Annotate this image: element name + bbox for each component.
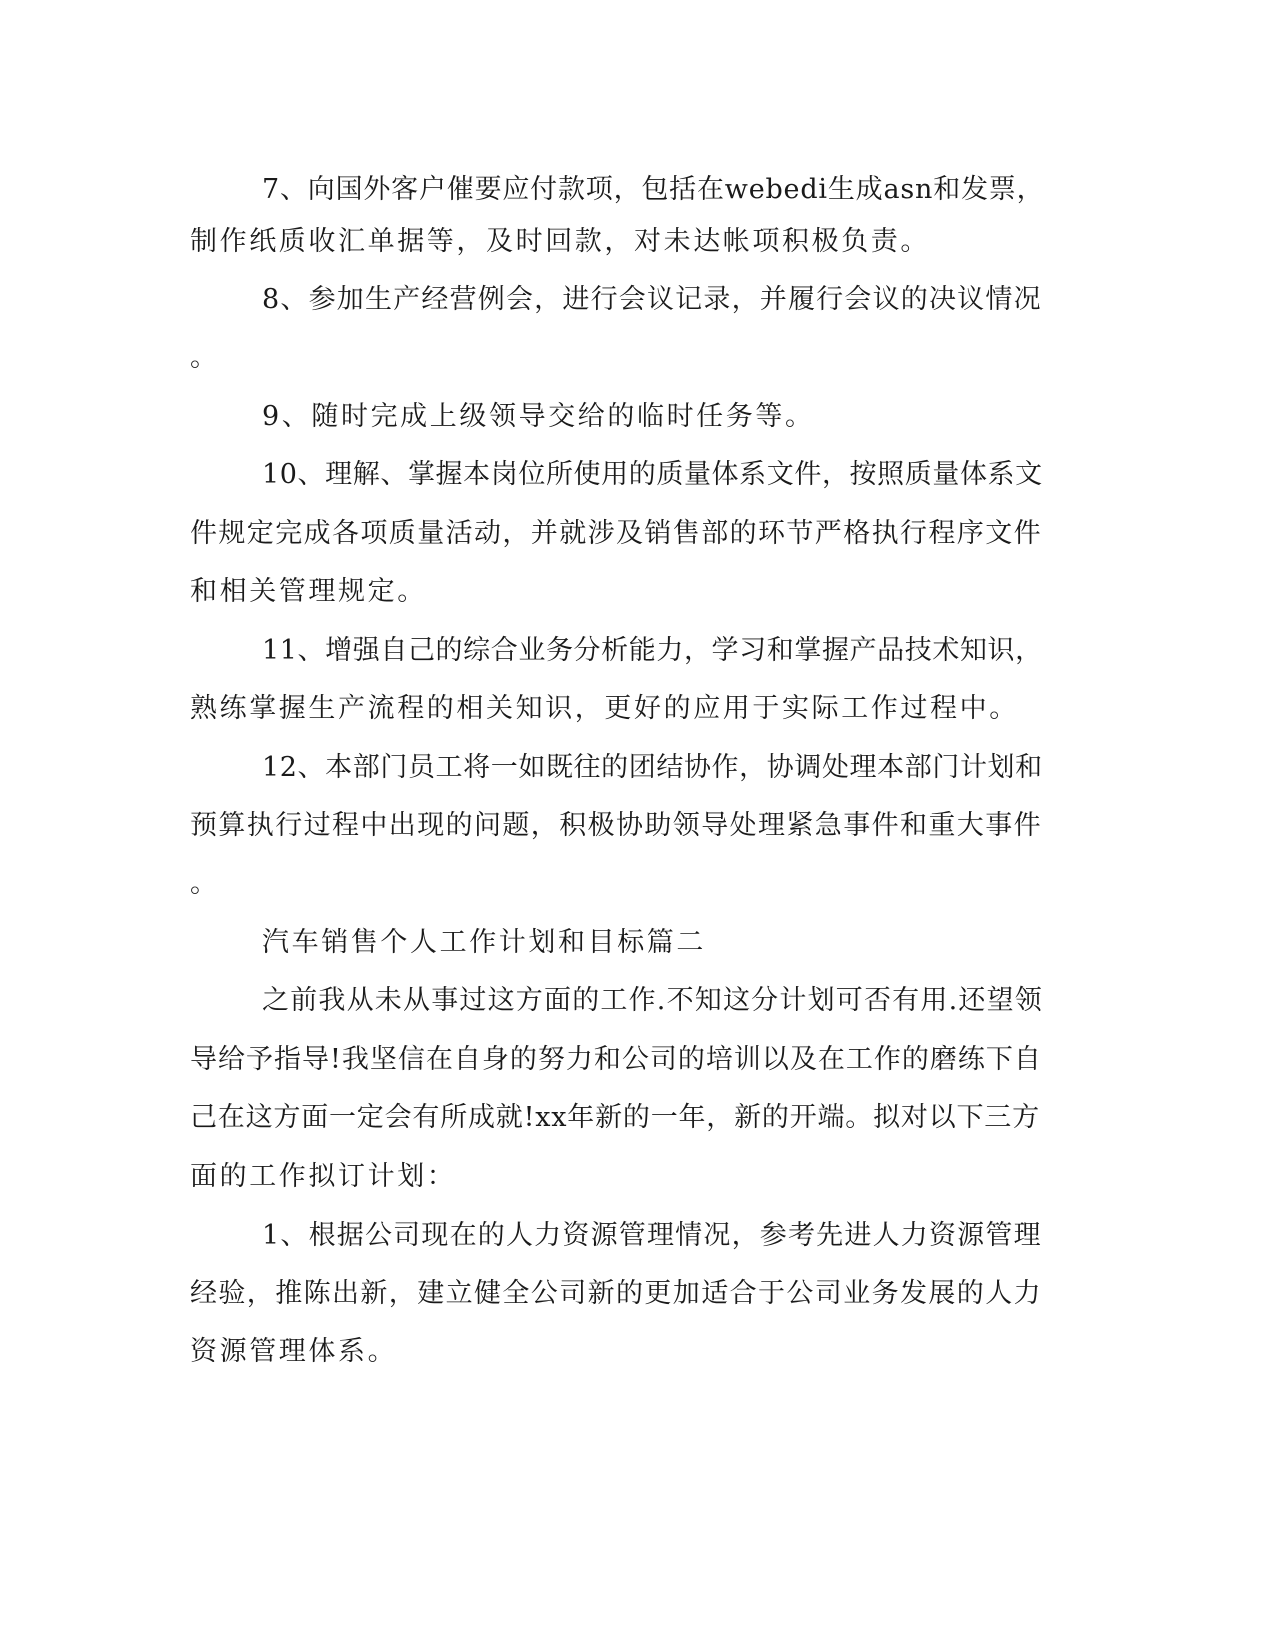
paragraph-line: 熟练掌握生产流程的相关知识，更好的应用于实际工作过程中。 bbox=[190, 693, 1019, 724]
paragraph-line: 预算执行过程中出现的问题，积极协助领导处理紧急事件和重大事件 bbox=[190, 810, 1042, 841]
paragraph-line: 己在这方面一定会有所成就!xx年新的一年，新的开端。拟对以下三方 bbox=[190, 1102, 1040, 1133]
paragraph-line: 1、根据公司现在的人力资源管理情况，参考先进人力资源管理 bbox=[262, 1220, 1042, 1251]
paragraph-line: 件规定完成各项质量活动，并就涉及销售部的环节严格执行程序文件 bbox=[190, 518, 1042, 549]
section-heading: 汽车销售个人工作计划和目标篇二 bbox=[262, 927, 706, 958]
paragraph-line: 11、增强自己的综合业务分析能力，学习和掌握产品技术知识， bbox=[262, 635, 1043, 666]
paragraph-line: 和相关管理规定。 bbox=[190, 576, 427, 607]
paragraph-line: 。 bbox=[190, 868, 220, 899]
paragraph-line: 资源管理体系。 bbox=[190, 1336, 398, 1367]
paragraph-line: 7、向国外客户催要应付款项，包括在webedi生成asn和发票， bbox=[262, 174, 1045, 205]
paragraph-line: 12、本部门员工将一如既往的团结协作，协调处理本部门计划和 bbox=[262, 752, 1043, 783]
paragraph-line: 经验，推陈出新，建立健全公司新的更加适合于公司业务发展的人力 bbox=[190, 1278, 1042, 1309]
paragraph-line: 10、理解、掌握本岗位所使用的质量体系文件，按照质量体系文 bbox=[262, 459, 1043, 490]
paragraph-line: 8、参加生产经营例会，进行会议记录，并履行会议的决议情况 bbox=[262, 284, 1042, 315]
paragraph-line: 之前我从未从事过这方面的工作.不知这分计划可否有用.还望领 bbox=[262, 985, 1043, 1016]
paragraph-line: 导给予指导!我坚信在自身的努力和公司的培训以及在工作的磨练下自 bbox=[190, 1044, 1042, 1075]
paragraph-line: 面的工作拟订计划： bbox=[190, 1161, 457, 1192]
paragraph-line: 9、随时完成上级领导交给的临时任务等。 bbox=[262, 401, 815, 432]
paragraph-line: 。 bbox=[190, 342, 220, 373]
paragraph-line: 制作纸质收汇单据等，及时回款，对未达帐项积极负责。 bbox=[190, 226, 930, 257]
